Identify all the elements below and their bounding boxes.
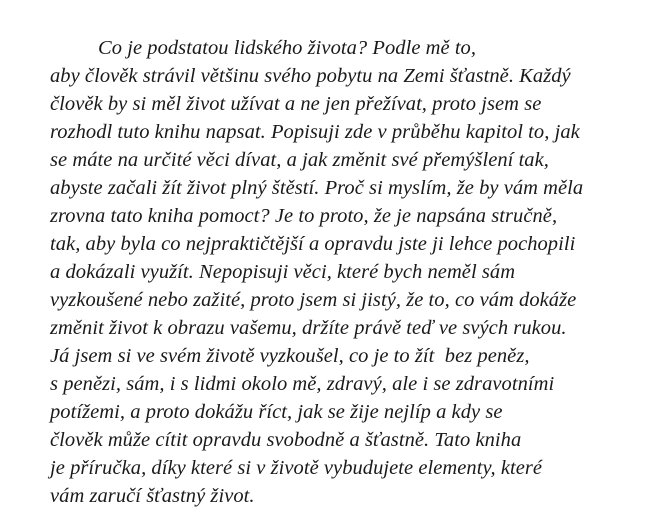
paragraph-line-1: Co je podstatou lidského života? Podle mě to, [98, 37, 477, 59]
paragraph-line-14: potížemi, a proto dokážu říct, jak se žije nejlíp a kdy se [50, 401, 503, 423]
paragraph-line-13: s penězi, sám, i s lidmi okolo mě, zdravý, ale i se zdravotními [50, 373, 555, 395]
paragraph-line-2: aby člověk strávil většinu svého pobytu na Zemi šťastně. Každý [50, 65, 571, 87]
paragraph-line-11: změnit život k obrazu vašemu, držíte právě teď ve svých rukou. [50, 317, 567, 339]
paragraph-line-5: se máte na určité věci dívat, a jak změnit své přemýšlení tak, [50, 149, 549, 171]
paragraph-line-6: abyste začali žít život plný štěstí. Proč si myslím, že by vám měla [50, 177, 584, 199]
paragraph-line-3: člověk by si měl život užívat a ne jen přežívat, proto jsem se [50, 93, 542, 115]
paragraph-line-8: tak, aby byla co nejpraktičtější a opravdu jste ji lehce pochopili [50, 233, 576, 255]
paragraph-line-16: je příručka, díky které si v životě vybudujete elementy, které [50, 457, 543, 479]
paragraph-line-9: a dokázali využít. Nepopisuji věci, které bych neměl sám [50, 261, 516, 283]
paragraph-line-4: rozhodl tuto knihu napsat. Popisuji zde v průběhu kapitol to, jak [50, 121, 580, 143]
paragraph-line-12: Já jsem si ve svém životě vyzkoušel, co je to žít bez peněz, [50, 345, 530, 367]
paragraph-line-7: zrovna tato kniha pomoct? Je to proto, že je napsána stručně, [50, 205, 558, 227]
paragraph-line-10: vyzkoušené nebo zažité, proto jsem si jistý, že to, co vám dokáže [50, 289, 577, 311]
paragraph-line-15: člověk může cítit opravdu svobodně a šťastně. Tato kniha [50, 429, 522, 451]
paragraph-line-17: vám zaručí šťastný život. [50, 485, 255, 507]
